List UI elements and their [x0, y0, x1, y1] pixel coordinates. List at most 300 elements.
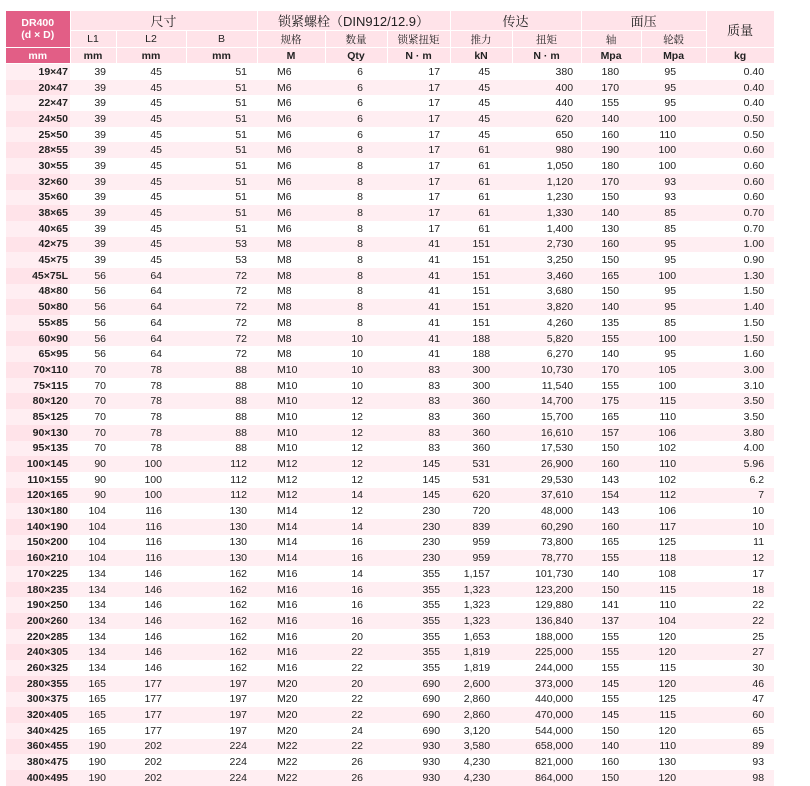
cell-spec: M16 — [257, 613, 325, 629]
cell-size: 20×47 — [6, 80, 70, 96]
cell-spec: M20 — [257, 707, 325, 723]
cell-lock-torque: 41 — [387, 315, 450, 331]
cell-lock-torque: 145 — [387, 488, 450, 504]
cell-l2: 64 — [116, 268, 186, 284]
cell-qty: 12 — [325, 409, 387, 425]
cell-torque: 10,730 — [512, 362, 581, 378]
cell-torque: 400 — [512, 80, 581, 96]
cell-qty: 22 — [325, 707, 387, 723]
cell-mass: 98 — [706, 770, 774, 786]
table-row — [6, 284, 810, 300]
cell-torque: 136,840 — [512, 613, 581, 629]
cell-l2: 64 — [116, 284, 186, 300]
cell-mass: 18 — [706, 582, 774, 598]
cell-spec: M8 — [257, 237, 325, 253]
cell-l2: 45 — [116, 158, 186, 174]
cell-lock-torque: 17 — [387, 64, 450, 80]
cell-qty: 26 — [325, 754, 387, 770]
cell-qty: 8 — [325, 190, 387, 206]
table-row — [6, 754, 810, 770]
cell-l2: 78 — [116, 362, 186, 378]
cell-qty: 8 — [325, 268, 387, 284]
table-row — [6, 393, 810, 409]
cell-size: 55×85 — [6, 315, 70, 331]
cell-mass: 7 — [706, 488, 774, 504]
cell-size: 160×210 — [6, 550, 70, 566]
cell-qty: 8 — [325, 205, 387, 221]
cell-mass: 0.40 — [706, 64, 774, 80]
cell-torque: 544,000 — [512, 723, 581, 739]
cell-shaft: 140 — [581, 299, 641, 315]
table-row — [6, 739, 810, 755]
cell-spec: M16 — [257, 566, 325, 582]
cell-mass: 1.50 — [706, 315, 774, 331]
cell-mass: 22 — [706, 613, 774, 629]
cell-l1: 134 — [70, 597, 116, 613]
cell-l1: 39 — [70, 80, 116, 96]
cell-hub: 115 — [641, 393, 706, 409]
cell-l1: 90 — [70, 472, 116, 488]
cell-spec: M16 — [257, 660, 325, 676]
cell-thrust: 45 — [450, 64, 512, 80]
cell-b: 197 — [186, 707, 257, 723]
cell-b: 162 — [186, 582, 257, 598]
cell-torque: 60,290 — [512, 519, 581, 535]
cell-qty: 8 — [325, 315, 387, 331]
cell-b: 88 — [186, 362, 257, 378]
cell-hub: 95 — [641, 64, 706, 80]
cell-spec: M10 — [257, 378, 325, 394]
cell-l2: 202 — [116, 739, 186, 755]
cell-shaft: 160 — [581, 456, 641, 472]
cell-thrust: 720 — [450, 503, 512, 519]
table-row — [6, 299, 810, 315]
cell-thrust: 4,230 — [450, 754, 512, 770]
col-header-spec: 规格 — [257, 31, 325, 48]
cell-spec: M22 — [257, 739, 325, 755]
cell-spec: M6 — [257, 127, 325, 143]
cell-size: 28×55 — [6, 142, 70, 158]
cell-thrust: 1,819 — [450, 660, 512, 676]
table-row — [6, 80, 810, 96]
cell-shaft: 155 — [581, 331, 641, 347]
cell-qty: 22 — [325, 644, 387, 660]
cell-spec: M16 — [257, 597, 325, 613]
cell-thrust: 300 — [450, 362, 512, 378]
cell-lock-torque: 17 — [387, 127, 450, 143]
cell-shaft: 155 — [581, 378, 641, 394]
cell-qty: 8 — [325, 299, 387, 315]
cell-l1: 39 — [70, 237, 116, 253]
cell-lock-torque: 930 — [387, 770, 450, 786]
cell-b: 130 — [186, 519, 257, 535]
cell-lock-torque: 83 — [387, 409, 450, 425]
cell-lock-torque: 41 — [387, 237, 450, 253]
cell-qty: 12 — [325, 425, 387, 441]
cell-qty: 8 — [325, 142, 387, 158]
cell-mass: 17 — [706, 566, 774, 582]
cell-shaft: 150 — [581, 582, 641, 598]
cell-thrust: 45 — [450, 80, 512, 96]
cell-l1: 190 — [70, 739, 116, 755]
cell-l1: 165 — [70, 707, 116, 723]
cell-torque: 48,000 — [512, 503, 581, 519]
unit-hub: Mpa — [641, 48, 706, 64]
cell-qty: 6 — [325, 127, 387, 143]
cell-b: 162 — [186, 597, 257, 613]
cell-thrust: 3,580 — [450, 739, 512, 755]
cell-shaft: 155 — [581, 629, 641, 645]
cell-spec: M6 — [257, 158, 325, 174]
cell-qty: 16 — [325, 535, 387, 551]
cell-lock-torque: 17 — [387, 111, 450, 127]
cell-mass: 0.60 — [706, 142, 774, 158]
unit-mass: kg — [706, 48, 774, 64]
cell-spec: M14 — [257, 503, 325, 519]
cell-torque: 440 — [512, 95, 581, 111]
cell-shaft: 155 — [581, 550, 641, 566]
cell-hub: 108 — [641, 566, 706, 582]
cell-torque: 2,730 — [512, 237, 581, 253]
cell-b: 162 — [186, 613, 257, 629]
cell-thrust: 360 — [450, 393, 512, 409]
cell-shaft: 160 — [581, 237, 641, 253]
cell-spec: M10 — [257, 409, 325, 425]
cell-torque: 3,820 — [512, 299, 581, 315]
cell-thrust: 1,323 — [450, 597, 512, 613]
cell-l2: 116 — [116, 519, 186, 535]
cell-l2: 177 — [116, 723, 186, 739]
cell-l2: 45 — [116, 95, 186, 111]
cell-spec: M6 — [257, 174, 325, 190]
cell-hub: 120 — [641, 676, 706, 692]
cell-shaft: 140 — [581, 205, 641, 221]
table-row — [6, 64, 810, 80]
cell-mass: 30 — [706, 660, 774, 676]
cell-spec: M10 — [257, 362, 325, 378]
cell-mass: 1.00 — [706, 237, 774, 253]
cell-lock-torque: 17 — [387, 158, 450, 174]
cell-hub: 106 — [641, 425, 706, 441]
cell-shaft: 130 — [581, 221, 641, 237]
cell-shaft: 155 — [581, 95, 641, 111]
cell-l1: 70 — [70, 425, 116, 441]
cell-mass: 3.10 — [706, 378, 774, 394]
cell-torque: 11,540 — [512, 378, 581, 394]
cell-spec: M8 — [257, 299, 325, 315]
cell-b: 162 — [186, 629, 257, 645]
cell-thrust: 45 — [450, 111, 512, 127]
cell-spec: M6 — [257, 80, 325, 96]
cell-spec: M8 — [257, 315, 325, 331]
cell-hub: 120 — [641, 644, 706, 660]
cell-qty: 10 — [325, 362, 387, 378]
cell-lock-torque: 355 — [387, 629, 450, 645]
col-header-qty: 数量 — [325, 31, 387, 48]
cell-qty: 14 — [325, 519, 387, 535]
cell-hub: 125 — [641, 535, 706, 551]
cell-size: 80×120 — [6, 393, 70, 409]
group-bolt-header: 锁紧螺栓（DIN912/12.9） — [257, 11, 450, 31]
unit-spec: M — [257, 48, 325, 64]
cell-hub: 112 — [641, 488, 706, 504]
cell-l1: 70 — [70, 393, 116, 409]
cell-spec: M20 — [257, 692, 325, 708]
unit-l1: mm — [70, 48, 116, 64]
cell-hub: 100 — [641, 268, 706, 284]
table-row — [6, 190, 810, 206]
cell-shaft: 155 — [581, 644, 641, 660]
cell-l1: 165 — [70, 692, 116, 708]
cell-size: 150×200 — [6, 535, 70, 551]
cell-shaft: 143 — [581, 503, 641, 519]
group-pressure-header: 面压 — [581, 11, 706, 31]
cell-l2: 45 — [116, 64, 186, 80]
cell-l1: 134 — [70, 629, 116, 645]
cell-size: 50×80 — [6, 299, 70, 315]
cell-spec: M8 — [257, 346, 325, 362]
cell-torque: 380 — [512, 64, 581, 80]
cell-l2: 146 — [116, 613, 186, 629]
cell-mass: 12 — [706, 550, 774, 566]
cell-lock-torque: 690 — [387, 723, 450, 739]
cell-size: 400×495 — [6, 770, 70, 786]
cell-lock-torque: 83 — [387, 378, 450, 394]
table-row — [6, 315, 810, 331]
cell-l2: 45 — [116, 111, 186, 127]
cell-l2: 45 — [116, 221, 186, 237]
table-row — [6, 268, 810, 284]
table-row — [6, 362, 810, 378]
cell-hub: 115 — [641, 582, 706, 598]
cell-b: 72 — [186, 346, 257, 362]
cell-size: 95×135 — [6, 441, 70, 457]
cell-l1: 39 — [70, 252, 116, 268]
cell-torque: 6,270 — [512, 346, 581, 362]
key-subtitle: (d × D) — [21, 29, 55, 41]
cell-l1: 90 — [70, 456, 116, 472]
table-row — [6, 503, 810, 519]
cell-qty: 6 — [325, 111, 387, 127]
cell-torque: 821,000 — [512, 754, 581, 770]
cell-spec: M10 — [257, 425, 325, 441]
cell-b: 72 — [186, 268, 257, 284]
cell-spec: M14 — [257, 535, 325, 551]
cell-lock-torque: 41 — [387, 284, 450, 300]
unit-l2: mm — [116, 48, 186, 64]
cell-thrust: 531 — [450, 472, 512, 488]
cell-size: 280×355 — [6, 676, 70, 692]
cell-lock-torque: 17 — [387, 95, 450, 111]
col-header-hub: 轮毂 — [641, 31, 706, 48]
cell-mass: 4.00 — [706, 441, 774, 457]
cell-hub: 110 — [641, 597, 706, 613]
cell-spec: M14 — [257, 550, 325, 566]
cell-shaft: 145 — [581, 676, 641, 692]
cell-l2: 177 — [116, 676, 186, 692]
key-title: DR400 — [21, 17, 55, 29]
cell-mass: 65 — [706, 723, 774, 739]
cell-hub: 120 — [641, 770, 706, 786]
cell-size: 300×375 — [6, 692, 70, 708]
cell-thrust: 2,860 — [450, 707, 512, 723]
cell-lock-torque: 230 — [387, 535, 450, 551]
cell-size: 70×110 — [6, 362, 70, 378]
cell-mass: 0.60 — [706, 158, 774, 174]
key-unit: mm — [6, 48, 70, 64]
cell-b: 88 — [186, 378, 257, 394]
cell-thrust: 959 — [450, 535, 512, 551]
cell-torque: 1,230 — [512, 190, 581, 206]
cell-thrust: 61 — [450, 221, 512, 237]
cell-shaft: 190 — [581, 142, 641, 158]
cell-spec: M16 — [257, 582, 325, 598]
cell-l1: 104 — [70, 535, 116, 551]
cell-lock-torque: 83 — [387, 362, 450, 378]
cell-spec: M8 — [257, 268, 325, 284]
cell-b: 130 — [186, 550, 257, 566]
unit-lock-torque: N · m — [387, 48, 450, 64]
cell-mass: 0.50 — [706, 127, 774, 143]
table-row — [6, 582, 810, 598]
cell-thrust: 620 — [450, 488, 512, 504]
col-header-l2: L2 — [116, 31, 186, 48]
cell-qty: 8 — [325, 252, 387, 268]
cell-l2: 116 — [116, 503, 186, 519]
cell-lock-torque: 17 — [387, 221, 450, 237]
cell-hub: 100 — [641, 158, 706, 174]
cell-mass: 0.60 — [706, 174, 774, 190]
cell-torque: 26,900 — [512, 456, 581, 472]
cell-thrust: 188 — [450, 331, 512, 347]
cell-lock-torque: 17 — [387, 142, 450, 158]
cell-torque: 1,400 — [512, 221, 581, 237]
cell-shaft: 154 — [581, 488, 641, 504]
cell-b: 197 — [186, 692, 257, 708]
spec-table — [6, 11, 810, 786]
cell-l1: 104 — [70, 503, 116, 519]
cell-shaft: 160 — [581, 127, 641, 143]
table-row — [6, 378, 810, 394]
table-row — [6, 613, 810, 629]
cell-torque: 123,200 — [512, 582, 581, 598]
cell-l1: 56 — [70, 315, 116, 331]
unit-thrust: kN — [450, 48, 512, 64]
cell-thrust: 151 — [450, 268, 512, 284]
cell-hub: 100 — [641, 378, 706, 394]
cell-shaft: 160 — [581, 519, 641, 535]
table-row — [6, 205, 810, 221]
cell-l1: 56 — [70, 284, 116, 300]
cell-hub: 100 — [641, 111, 706, 127]
cell-lock-torque: 17 — [387, 80, 450, 96]
cell-thrust: 1,323 — [450, 582, 512, 598]
cell-qty: 20 — [325, 629, 387, 645]
cell-l1: 56 — [70, 299, 116, 315]
cell-l2: 146 — [116, 644, 186, 660]
cell-lock-torque: 355 — [387, 566, 450, 582]
cell-spec: M20 — [257, 723, 325, 739]
cell-lock-torque: 690 — [387, 676, 450, 692]
cell-size: 100×145 — [6, 456, 70, 472]
cell-l1: 39 — [70, 64, 116, 80]
cell-b: 88 — [186, 409, 257, 425]
cell-l2: 116 — [116, 550, 186, 566]
cell-lock-torque: 230 — [387, 519, 450, 535]
cell-lock-torque: 355 — [387, 644, 450, 660]
cell-hub: 130 — [641, 754, 706, 770]
cell-b: 88 — [186, 393, 257, 409]
cell-size: 22×47 — [6, 95, 70, 111]
cell-torque: 1,120 — [512, 174, 581, 190]
table-row — [6, 221, 810, 237]
table-row — [6, 472, 810, 488]
cell-lock-torque: 930 — [387, 739, 450, 755]
cell-mass: 0.70 — [706, 221, 774, 237]
table-row — [6, 488, 810, 504]
cell-lock-torque: 17 — [387, 205, 450, 221]
cell-size: 60×90 — [6, 331, 70, 347]
cell-l1: 165 — [70, 676, 116, 692]
table-row — [6, 95, 810, 111]
cell-l2: 202 — [116, 770, 186, 786]
cell-mass: 60 — [706, 707, 774, 723]
cell-mass: 22 — [706, 597, 774, 613]
group-transmit-header: 传达 — [450, 11, 581, 31]
cell-b: 72 — [186, 284, 257, 300]
cell-qty: 22 — [325, 660, 387, 676]
cell-shaft: 150 — [581, 441, 641, 457]
cell-shaft: 165 — [581, 535, 641, 551]
cell-shaft: 140 — [581, 739, 641, 755]
cell-l1: 190 — [70, 754, 116, 770]
table-row — [6, 456, 810, 472]
cell-b: 112 — [186, 472, 257, 488]
cell-mass: 89 — [706, 739, 774, 755]
cell-hub: 106 — [641, 503, 706, 519]
cell-l1: 104 — [70, 550, 116, 566]
cell-mass: 10 — [706, 519, 774, 535]
cell-l1: 70 — [70, 441, 116, 457]
cell-size: 85×125 — [6, 409, 70, 425]
cell-mass: 6.2 — [706, 472, 774, 488]
cell-qty: 10 — [325, 346, 387, 362]
spec-table-body — [6, 64, 810, 786]
cell-size: 380×475 — [6, 754, 70, 770]
table-row — [6, 158, 810, 174]
cell-spec: M6 — [257, 221, 325, 237]
cell-shaft: 165 — [581, 409, 641, 425]
cell-l2: 78 — [116, 425, 186, 441]
cell-size: 240×305 — [6, 644, 70, 660]
cell-hub: 125 — [641, 692, 706, 708]
cell-mass: 3.80 — [706, 425, 774, 441]
cell-b: 51 — [186, 205, 257, 221]
cell-shaft: 140 — [581, 111, 641, 127]
cell-size: 190×250 — [6, 597, 70, 613]
spec-table-container — [6, 11, 804, 786]
cell-shaft: 170 — [581, 80, 641, 96]
cell-size: 320×405 — [6, 707, 70, 723]
cell-hub: 95 — [641, 95, 706, 111]
cell-size: 35×60 — [6, 190, 70, 206]
cell-thrust: 151 — [450, 284, 512, 300]
cell-size: 180×235 — [6, 582, 70, 598]
cell-l2: 45 — [116, 190, 186, 206]
cell-qty: 14 — [325, 566, 387, 582]
cell-spec: M16 — [257, 644, 325, 660]
table-row — [6, 425, 810, 441]
